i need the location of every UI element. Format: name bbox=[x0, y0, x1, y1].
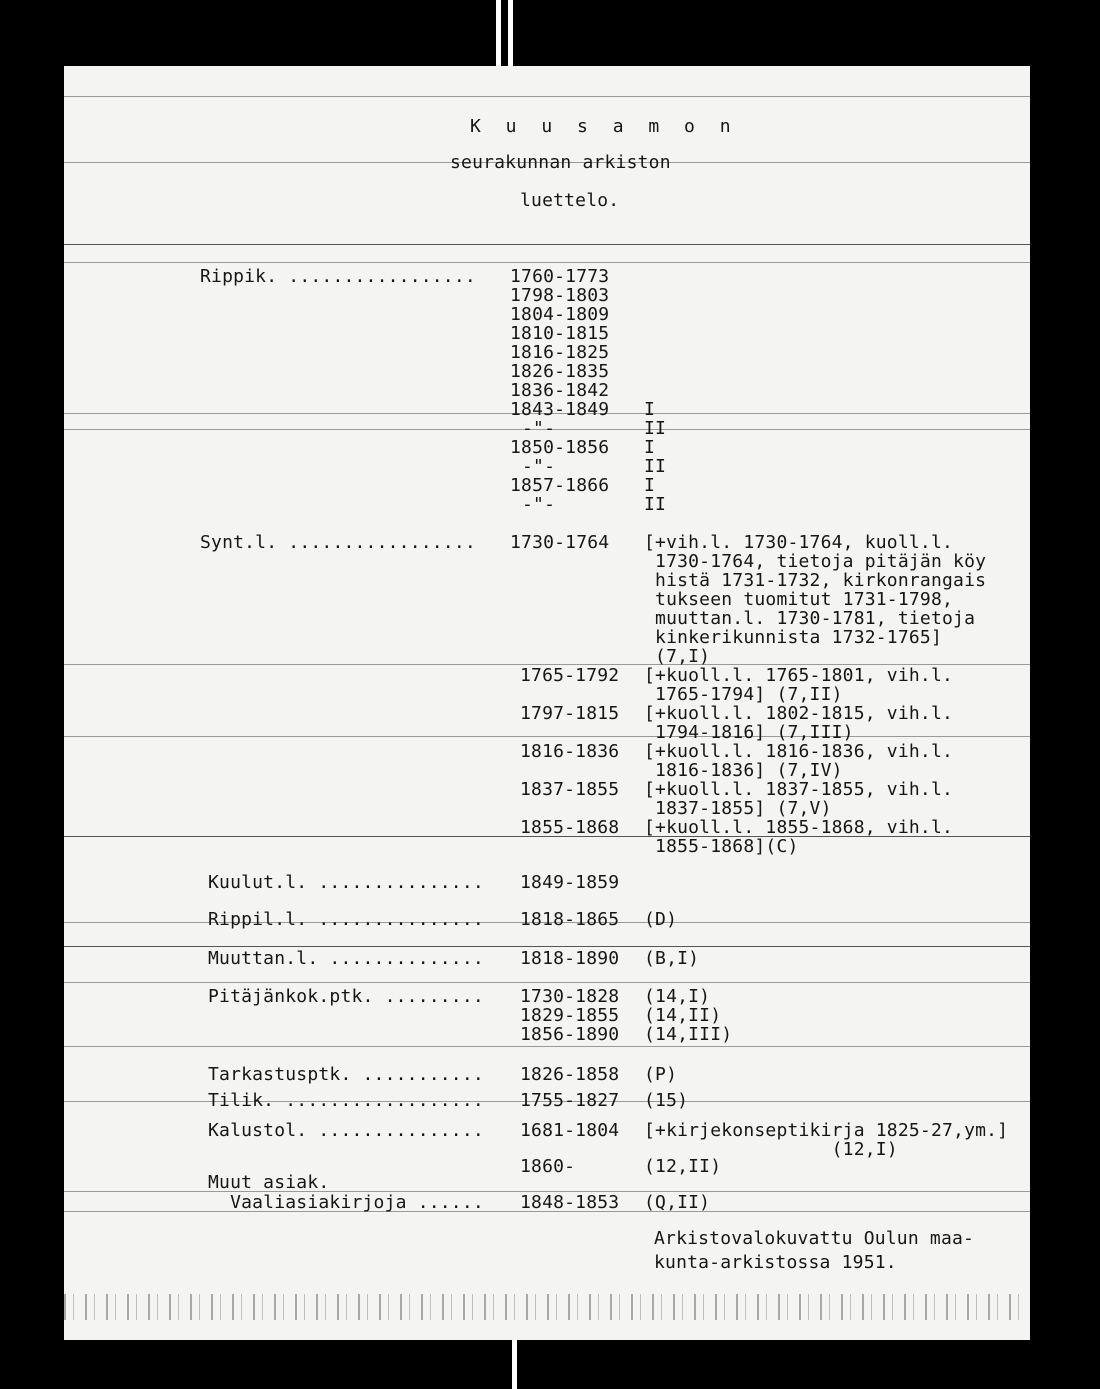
entry-years: 1818-1890 bbox=[520, 948, 620, 969]
entry-years: -"- bbox=[522, 456, 556, 477]
entry-label: Kalustol. ............... bbox=[208, 1120, 484, 1141]
entry-note: [+kuoll.l. 1765-1801, vih.l. bbox=[644, 665, 954, 686]
entry-note: 1855-1868](C) bbox=[644, 836, 799, 857]
entry-note: 1730-1764, tietoja pitäjän köy bbox=[644, 551, 987, 572]
entry-note: (P) bbox=[644, 1064, 678, 1085]
entry-years: 1856-1890 bbox=[520, 1024, 620, 1045]
entry-label: Rippik. ................. bbox=[200, 266, 476, 287]
entry-years: 1826-1858 bbox=[520, 1064, 620, 1085]
entry-note: 1816-1836] (7,IV) bbox=[644, 760, 843, 781]
binding-spine-top bbox=[496, 0, 501, 66]
entry-years: 1837-1855 bbox=[520, 779, 620, 800]
entry-note: (14,III) bbox=[644, 1024, 733, 1045]
entry-note: II bbox=[644, 418, 667, 439]
entry-label: Vaaliasiakirjoja ...... bbox=[208, 1192, 484, 1213]
footer-line-2: kunta-arkistossa 1951. bbox=[654, 1252, 897, 1273]
entry-note: (B,I) bbox=[644, 948, 700, 969]
entry-years: 1818-1865 bbox=[520, 909, 620, 930]
entry-note: 1765-1794] (7,II) bbox=[644, 684, 843, 705]
document-subtitle-2: luettelo. bbox=[520, 190, 620, 211]
entry-note: (15) bbox=[644, 1090, 689, 1111]
entry-note: I bbox=[644, 399, 656, 420]
entry-note: II bbox=[644, 456, 667, 477]
entry-years: 1755-1827 bbox=[520, 1090, 620, 1111]
binding-spine-top-2 bbox=[508, 0, 513, 66]
entry-label: Synt.l. ................. bbox=[200, 532, 476, 553]
entry-years: 1797-1815 bbox=[520, 703, 620, 724]
entry-note: kinkerikunnista 1732-1765] bbox=[644, 627, 942, 648]
entry-note: (14,I) bbox=[644, 986, 711, 1007]
entry-years: 1816-1825 bbox=[510, 342, 610, 363]
entry-note: (7,I) bbox=[644, 646, 711, 667]
document-page bbox=[64, 66, 1030, 1340]
bottom-noise-strip bbox=[64, 1294, 1030, 1320]
entry-label: Rippil.l. ............... bbox=[208, 909, 484, 930]
document-title: K u u s a m o n bbox=[470, 116, 738, 137]
entry-years: 1848-1853 bbox=[520, 1192, 620, 1213]
entry-years: -"- bbox=[522, 494, 556, 515]
entry-note: (14,II) bbox=[644, 1005, 722, 1026]
entry-note: [+kuoll.l. 1816-1836, vih.l. bbox=[644, 741, 954, 762]
entry-years: 1826-1835 bbox=[510, 361, 610, 382]
entry-years: 1829-1855 bbox=[520, 1005, 620, 1026]
entry-note: 1794-1816] (7,III) bbox=[644, 722, 854, 743]
entry-note: (Q,II) bbox=[644, 1192, 711, 1213]
entry-years: 1816-1836 bbox=[520, 741, 620, 762]
entry-years: 1860- bbox=[520, 1156, 576, 1177]
binding-spine-bottom bbox=[512, 1340, 517, 1389]
entry-years: 1765-1792 bbox=[520, 665, 620, 686]
entry-note: [+kuoll.l. 1855-1868, vih.l. bbox=[644, 817, 954, 838]
entry-label: Muut asiak. bbox=[208, 1172, 330, 1193]
entry-note: muuttan.l. 1730-1781, tietoja bbox=[644, 608, 976, 629]
entry-years: -"- bbox=[522, 418, 556, 439]
entry-label: Tarkastusptk. ........... bbox=[208, 1064, 484, 1085]
entry-note: [+kirjekonseptikirja 1825-27,ym.] bbox=[644, 1120, 1009, 1141]
entry-years: 1681-1804 bbox=[520, 1120, 620, 1141]
entry-years: 1798-1803 bbox=[510, 285, 610, 306]
entry-years: 1730-1828 bbox=[520, 986, 620, 1007]
entry-label: Pitäjänkok.ptk. ......... bbox=[208, 986, 484, 1007]
entry-years: 1730-1764 bbox=[510, 532, 610, 553]
entry-note: (12,I) bbox=[644, 1139, 898, 1160]
entry-note: (D) bbox=[644, 909, 678, 930]
entry-years: 1836-1842 bbox=[510, 380, 610, 401]
entry-note: tukseen tuomitut 1731-1798, bbox=[644, 589, 954, 610]
entry-years: 1760-1773 bbox=[510, 266, 610, 287]
entry-note: histä 1731-1732, kirkonrangais bbox=[644, 570, 987, 591]
entry-label: Kuulut.l. ............... bbox=[208, 872, 484, 893]
entry-note: II bbox=[644, 494, 667, 515]
entry-note: I bbox=[644, 437, 656, 458]
entry-years: 1843-1849 bbox=[510, 399, 610, 420]
entry-note: [+kuoll.l. 1802-1815, vih.l. bbox=[644, 703, 954, 724]
entry-years: 1850-1856 bbox=[510, 437, 610, 458]
document-subtitle: seurakunnan arkiston bbox=[450, 152, 671, 173]
entry-note: 1837-1855] (7,V) bbox=[644, 798, 832, 819]
entry-years: 1804-1809 bbox=[510, 304, 610, 325]
entry-note: (12,II) bbox=[644, 1156, 722, 1177]
entry-years: 1857-1866 bbox=[510, 475, 610, 496]
entry-years: 1855-1868 bbox=[520, 817, 620, 838]
entry-note: I bbox=[644, 475, 656, 496]
entry-label: Muuttan.l. .............. bbox=[208, 948, 484, 969]
entry-label: Tilik. .................. bbox=[208, 1090, 484, 1111]
entry-note: [+kuoll.l. 1837-1855, vih.l. bbox=[644, 779, 954, 800]
entry-note: [+vih.l. 1730-1764, kuoll.l. bbox=[644, 532, 954, 553]
entry-years: 1810-1815 bbox=[510, 323, 610, 344]
footer-line-1: Arkistovalokuvattu Oulun maa- bbox=[654, 1228, 975, 1249]
entry-years: 1849-1859 bbox=[520, 872, 620, 893]
